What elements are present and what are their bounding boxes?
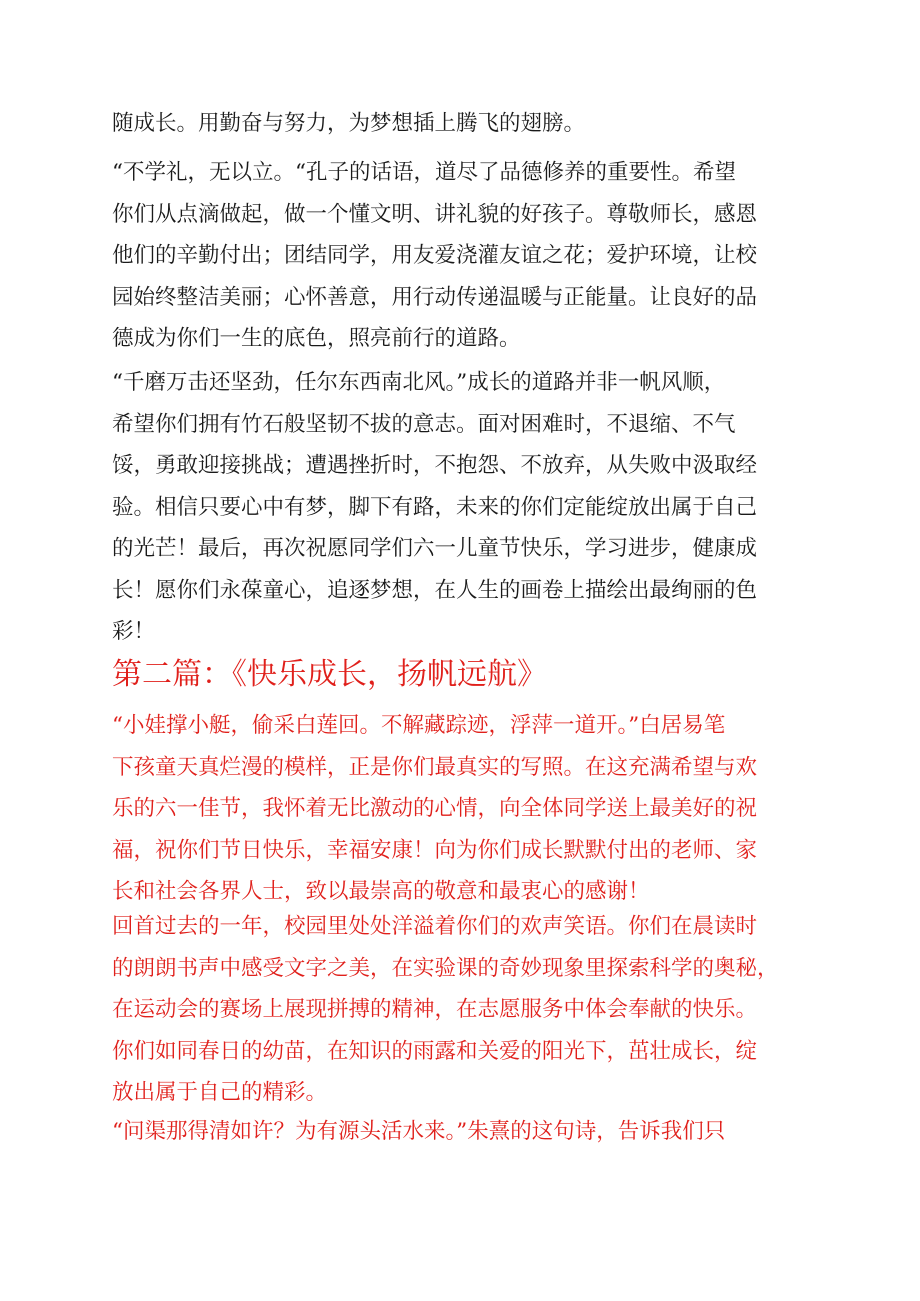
text-line: 德成为你们一生的底色，照亮前行的道路。 bbox=[112, 326, 521, 351]
paragraph-perseverance bbox=[112, 362, 812, 653]
text-line: 希望你们拥有竹石般坚韧不拔的意志。面对困难时，不退缩、不气 bbox=[112, 411, 736, 437]
text-line: 他们的辛勤付出；团结同学，用友爱浇灌友谊之花；爱护环境，让校 bbox=[112, 243, 758, 268]
section-heading: 第二篇：《快乐成长，扬帆远航》 bbox=[112, 657, 547, 692]
text-line: 的朗朗书声中感受文字之美，在实验课的奇妙现象里探索科学的奥秘， bbox=[112, 955, 779, 981]
text-line: 的光芒！最后，再次祝愿同学们六一儿童节快乐，学习进步，健康成 bbox=[112, 536, 758, 561]
text-line: 乐的六一佳节，我怀着无比激动的心情，向全体同学送上最美好的祝 bbox=[112, 796, 758, 821]
text-line: 长和社会各界人士，致以最崇高的敬意和最衷心的感谢！ bbox=[112, 879, 650, 904]
text-line: “小娃撑小艇，偷采白莲回。不解藏踪迹，浮萍一道开。”白居易笔 bbox=[112, 713, 726, 738]
text-line: “千磨万击还坚劲，任尔东西南北风。”成长的道路并非一帆风顺， bbox=[112, 370, 726, 395]
text-line: 馁，勇敢迎接挑战；遭遇挫折时，不抱怨、不放弃，从失败中汲取经 bbox=[112, 453, 758, 478]
paragraph-review bbox=[112, 906, 812, 1114]
text-line: 验。相信只要心中有梦，脚下有路，未来的你们定能绽放出属于自己 bbox=[112, 494, 758, 520]
text-line: 你们从点滴做起，做一个懂文明、讲礼貌的好孩子。尊敬师长，感恩 bbox=[112, 201, 758, 227]
text-line: 福，祝你们节日快乐，幸福安康！向为你们成长默默付出的老师、家 bbox=[112, 837, 758, 863]
paragraph-etiquette bbox=[112, 152, 812, 360]
text-line: 下孩童天真烂漫的模样，正是你们最真实的写照。在这充满希望与欢 bbox=[112, 754, 758, 780]
text-line: 彩！ bbox=[112, 619, 156, 644]
text-line: “不学礼，无以立。“孔子的话语，道尽了品德修养的重要性。希望 bbox=[112, 160, 736, 185]
text-line: 你们如同春日的幼苗，在知识的雨露和关爱的阳光下，茁壮成长，绽 bbox=[112, 1038, 758, 1064]
text-line: 放出属于自己的精彩。 bbox=[112, 1080, 328, 1105]
text-line: 随成长。用勤奋与努力，为梦想插上腾飞的翅膀。 bbox=[112, 111, 586, 136]
text-line: 回首过去的一年，校园里处处洋溢着你们的欢声笑语。你们在晨读时 bbox=[112, 914, 758, 939]
paragraph-childhood bbox=[112, 705, 812, 913]
text-line: 园始终整洁美丽；心怀善意，用行动传递温暖与正能量。让良好的品 bbox=[112, 284, 758, 310]
paragraph-intro-end bbox=[112, 103, 812, 145]
text-line: 在运动会的赛场上展现拼搏的精神，在志愿服务中体会奉献的快乐。 bbox=[112, 997, 758, 1022]
text-line: 长！愿你们永葆童心，追逐梦想，在人生的画卷上描绘出最绚丽的色 bbox=[112, 577, 758, 603]
text-line: “问渠那得清如许？为有源头活水来。”朱熹的这句诗，告诉我们只 bbox=[112, 1119, 726, 1144]
paragraph-poem bbox=[112, 1111, 812, 1153]
